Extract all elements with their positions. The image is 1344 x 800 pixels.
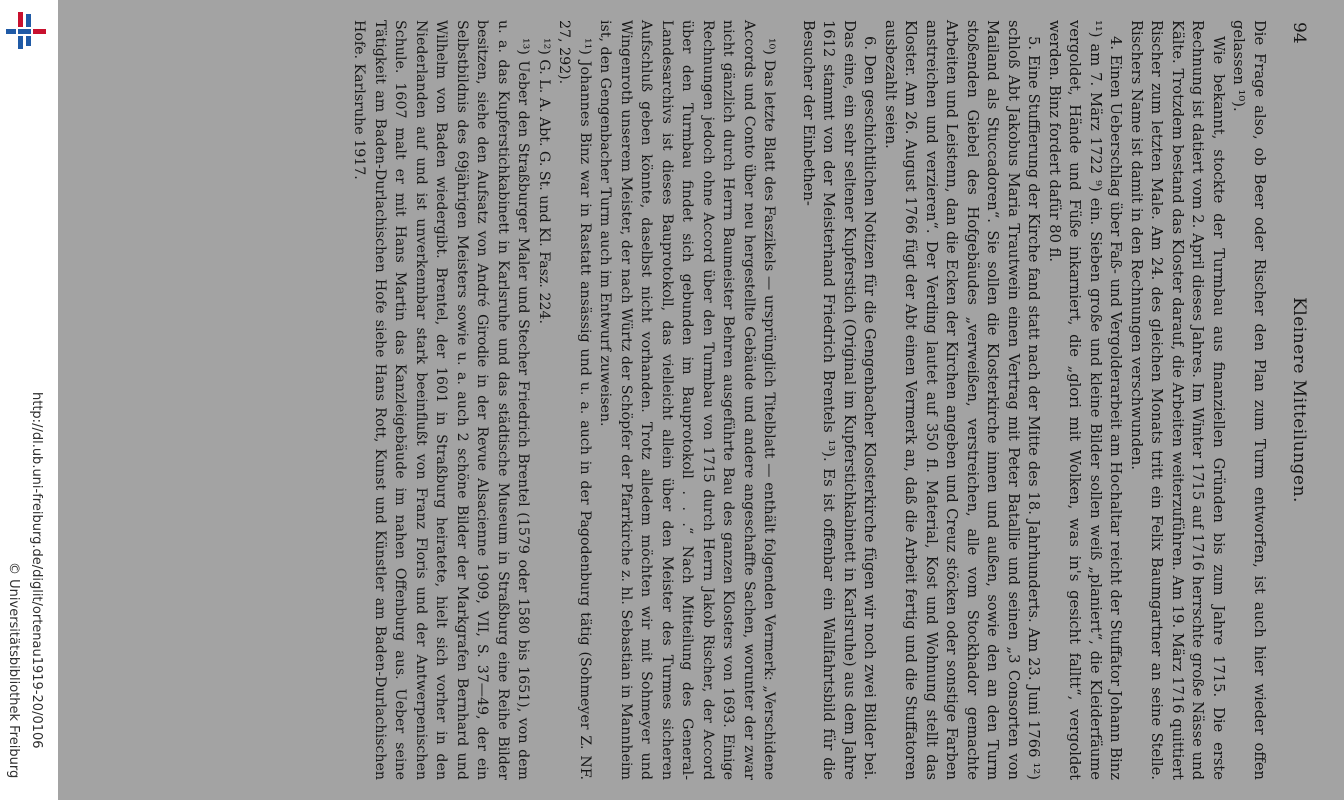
page-number: 94 — [1289, 22, 1309, 44]
footnote: ¹²) G. L. A. Abt. G. St. und Kl. Fasz. 224. — [536, 38, 552, 325]
footnote: ¹⁰) Das letzte Blatt des Faszikels — ursprünglich Titelblatt — enthält folgenden Vermerk: „Verschidene Accords und Conto über neu hergestellte Gebäude und andere angeschaffte Sachen, worunter der zwar nicht gänzlich durch Herrn Baumeister Behren ausgeführte Bau des ganzen Klosters von 1693. Einige Rechnungen jedoch ohne Accord über den Turmbau von 1715 durch Herrn Jakob Rischer, der Accord über den Turmbau findet sich gebunden im Bauprotokoll . . .“ Nach Mitteilung des General-Landesarchivs ist dieses Bauprotokoll, das vielleicht allein über den Meister des Turmes sicheren Aufschluß geben könnte, daselbst nicht vorhanden. Trotz alledem möchten wir mit Sohmeyer und Wingenroth unserem Meister, der nach Würtz der Schöpfer der Pfarrkirche z. hl. Sebastian in Mannheim ist, den Gengenbacher Turm auch im Entwurf zuweisen. — [597, 20, 778, 780]
university-library-logo-icon — [6, 12, 50, 50]
paragraph: 4. Einen Ueberschlag über Faß- und Vergolderarbeit am Hochaltar reicht der Stuffator Johann Binz ¹¹) am 7. März 1722 ⁹) ein. Sieben große und kleine Bilder sollen weiß „planiert“, die Kleiderfäume vergoldet, Hände und Füße inkarniert, die „glori mit Wolken, was in's gesicht falltt“, vergoldet werden. Binz fordert dafür 80 fl. — [1046, 20, 1125, 780]
footnote: ¹³) Ueber den Straßburger Maler und Stecher Friedrich Brentel (1579 oder 1580 bis 1651), von dem u. a. das Kupferstichkabinett in Karlsruhe und das städtische Museum in Straßburg eine Reihe Bilder besitzen, siehe den Aufsatz von André Girodie in der Revue Alsacienne 1909, VII, S. 37—49, der ein Selbstbildnis des 69jährigen Meisters sowie u. a. auch 2 schöne Bilder der Markgrafen Bernhard und Wilhelm von Baden wiedergibt. Brentel, der 1601 in Straßburg heiratete, hielt sich vorher in den Niederlanden auf und ist unverkennbar stark beeinflußt von Franz Floris und der Antwerpenischen Schule. 1607 malt er mit Hans Martin das Kanzleigebäude im nahen Offenburg aus. Ueber seine Tätigkeit am Baden-Durlachischen Hofe siehe Hans Rott, Kunst und Künstler am Baden-Durlachischen Hofe. Karlsruhe 1917. — [351, 20, 532, 780]
footnote: ¹¹) Johannes Binz war in Rastatt ansässig und u. a. auch in der Pagodenburg tätig (Sohmeyer Z. NF. 27, 292). — [556, 20, 593, 780]
body-text — [798, 20, 1270, 780]
paragraph: 5. Eine Stuffierung der Kirche fand statt nach der Mitte des 18. Jahrhunderts. Am 23. Juni 1766 ¹²) schloß Abt Jakobus Maria Trautwein einen Vertrag mit Peter Batallie und seinen „3 Consorten von Mailand als Stuccadoren“. Sie sollen die Klosterkirche innen und außen, sowie den an den Turm stoßenden Giebel des Hofgebäudes „verweißen, verstreichen, alle vom Stockhador gemachte Arbeiten und Leistenn, dan die Ecken der Kirchen angeben und Creuz stöcken oder sonstige Farben anstreichen und verzieren“. Der Verding lautet auf 350 fl. Material, Kost und Wohnung stellt das Kloster. Am 26. August 1766 fügt der Abt einen Vermerk an, daß die Arbeit fertig und die Stuffatoren ausbezahlt seien. — [882, 20, 1043, 780]
footnotes — [349, 20, 780, 780]
viewer-sidebar: http://dl.ub.uni-freiburg.de/diglit/ortenau1919-20/0106 © Universitätsbibliothek Freiburg — [0, 0, 58, 800]
running-head: Kleinere Mitteilungen. — [1289, 297, 1309, 503]
paragraph: Die Frage also, ob Beer oder Rischer den Plan zum Turm entworfen, ist auch hier wieder offen gelassen ¹⁰). — [1230, 20, 1268, 780]
scanned-page-viewport — [58, 0, 1344, 800]
page-header — [1269, 20, 1315, 780]
page-content — [85, 20, 1315, 780]
paragraph: 6. Den geschichtlichen Notizen für die Gengenbacher Klosterkirche fügen wir noch zwei Bilder bei. Das eine, ein sehr seltener Kupferstich (Original im Kupferstichkabinett in Karlsruhe) aus dem Jahre 1612 stammt von der Meisterhand Friedrich Brentels ¹³). Es ist offenbar ein Wallfahrtsbild für die Besucher der Einbethen- — [800, 20, 879, 780]
paragraph: Wie bekannt, stockte der Turmbau aus finanziellen Gründen bis zum Jahre 1715. Die erste Rechnung ist datiert vom 2. April dieses Jahres. Im Winter 1715 auf 1716 herrschte große Nässe und Kälte. Trotzdem bestand das Kloster darauf, die Arbeiten weiterzuführen. Am 19. März 1716 quittiert Rischer zum letzten Male. Am 24. des gleichen Monats tritt ein Felix Baumgartner an seine Stelle. Rischers Name ist damit in den Rechnungen verschwunden. — [1128, 20, 1227, 780]
